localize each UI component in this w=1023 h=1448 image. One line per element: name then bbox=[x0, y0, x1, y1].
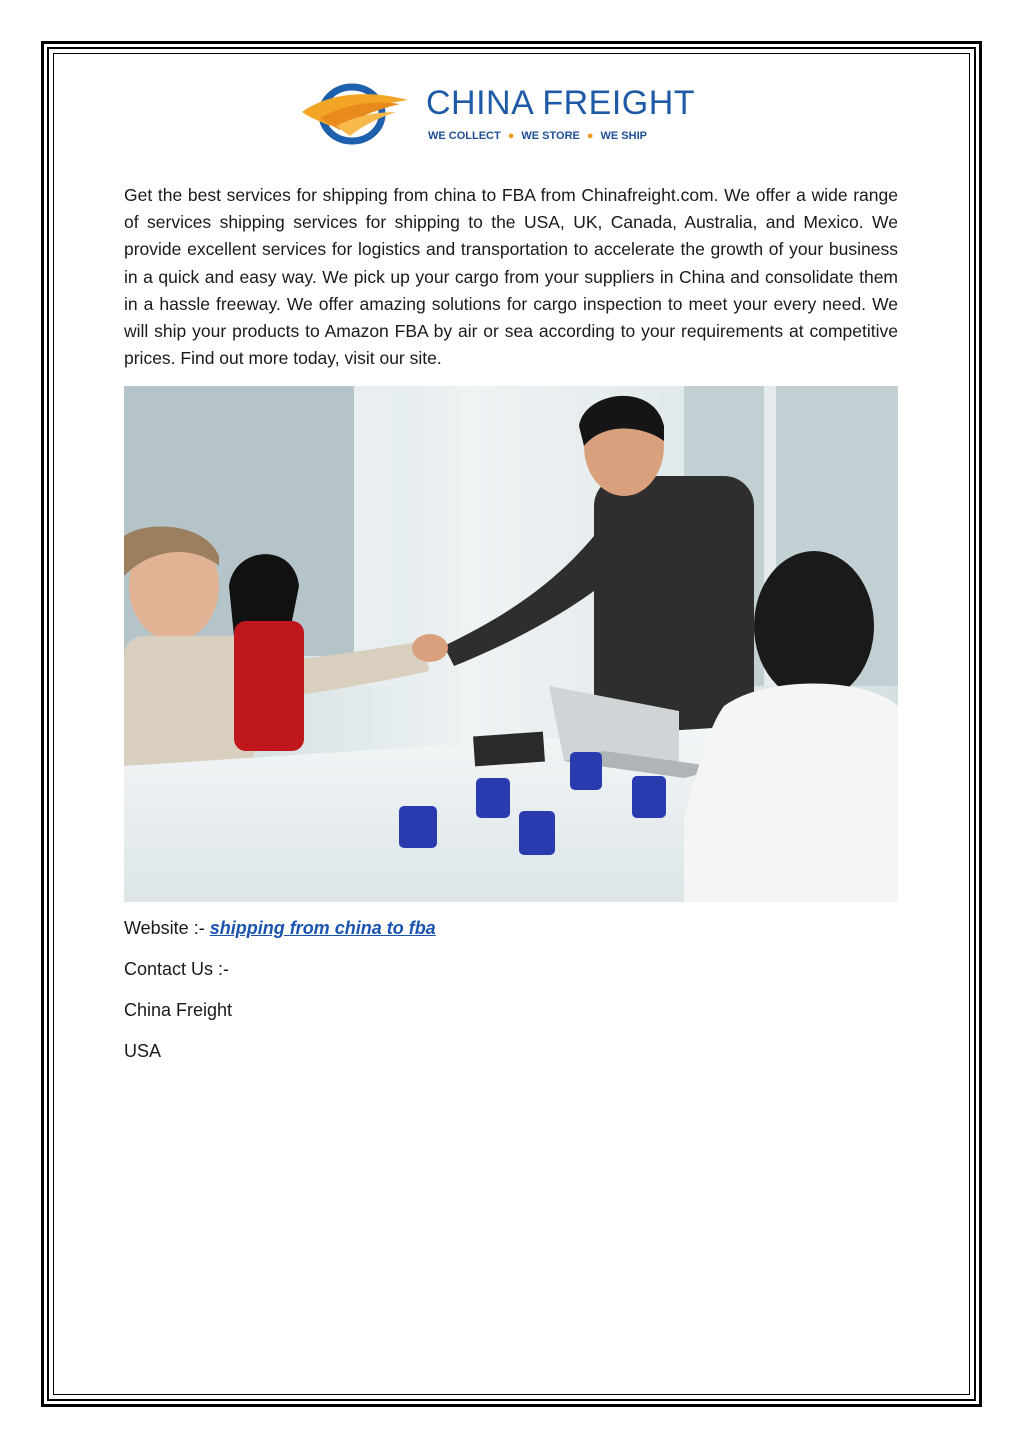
intro-paragraph: Get the best services for shipping from china to FBA from Chinafreight.com. We offer a wide range of services shipping services for shipping to the USA, UK, Canada, Australia, and Mexico. We provide excellent services for logistics and transportation to accelerate the growth of your business in a quick and easy way. We pick up your cargo from your suppliers in China and consolidate them in a hassle freeway. We offer amazing solutions for cargo inspection to meet your every need. We will ship your products to Amazon FBA by air or sea according to your requirements at competitive prices. Find out more today, visit our site. bbox=[124, 185, 898, 369]
website-label: Website :- bbox=[124, 918, 210, 938]
brand-name: CHINA FREIGHT bbox=[426, 84, 696, 122]
company-name: China Freight bbox=[124, 1000, 233, 1020]
contact-label: Contact Us :- bbox=[124, 959, 230, 979]
website-link[interactable]: shipping from china to fba bbox=[209, 918, 436, 938]
bullet-icon: ● bbox=[586, 130, 594, 142]
china-freight-logo bbox=[300, 82, 696, 148]
bullet-icon: ● bbox=[507, 130, 515, 142]
website-line bbox=[124, 918, 436, 939]
tagline-ship: WE SHIP bbox=[600, 130, 647, 142]
brand-tagline bbox=[428, 130, 647, 142]
tagline-collect: WE COLLECT bbox=[428, 130, 501, 142]
logo-emblem-icon bbox=[300, 82, 410, 148]
country-name: USA bbox=[124, 1041, 162, 1061]
tagline-store: WE STORE bbox=[521, 130, 580, 142]
business-meeting-photo bbox=[124, 386, 898, 902]
